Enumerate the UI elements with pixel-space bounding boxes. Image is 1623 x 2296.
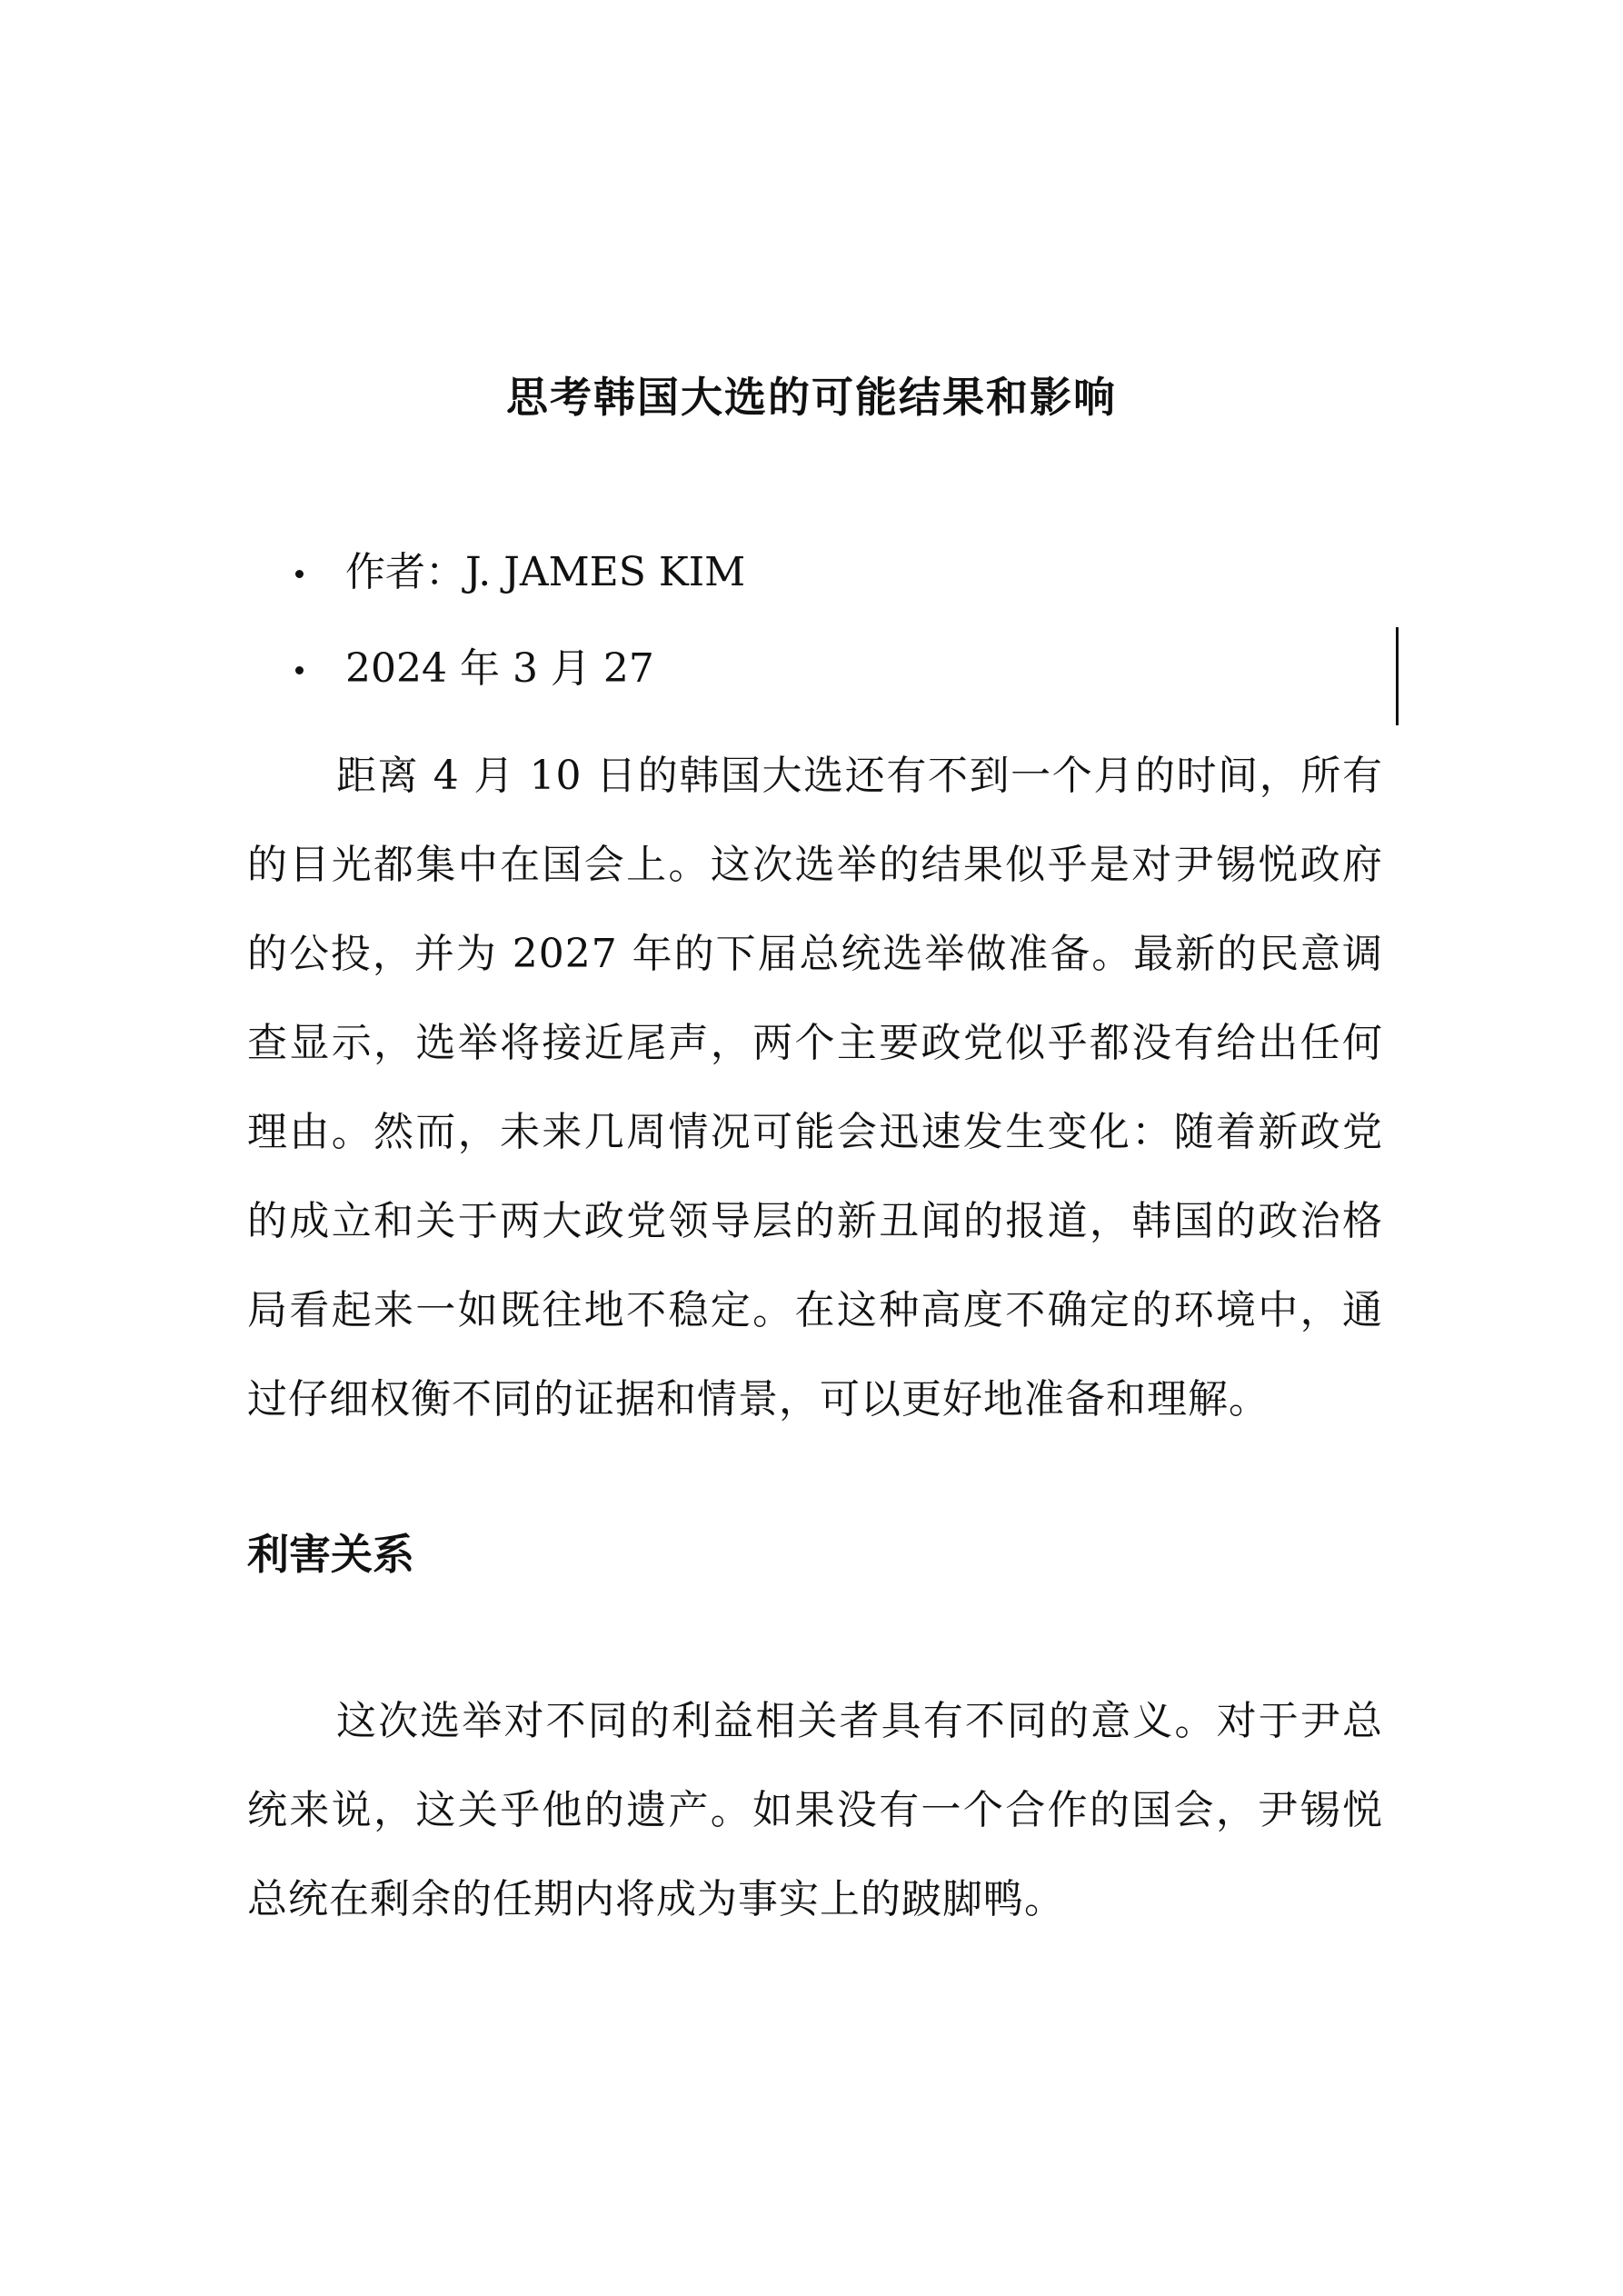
author-line: 作者：J. JAMES KIM: [345, 549, 746, 595]
date-line: 2024 年 3 月 27: [345, 645, 654, 692]
bullet-icon: [295, 666, 304, 674]
text-cursor-bar: [1396, 627, 1399, 725]
section-paragraph: 这次选举对不同的利益相关者具有不同的意义。对于尹总统来说，这关乎他的遗产。如果没有一个合作的国会，尹锡悦总统在剩余的任期内将成为事实上的跛脚鸭。: [247, 1698, 1383, 1922]
bullet-icon: [295, 570, 304, 578]
document-title: 思考韩国大选的可能结果和影响: [506, 372, 1117, 422]
section-heading: 利害关系: [247, 1530, 414, 1579]
intro-paragraph: 距离 4 月 10 日的韩国大选还有不到一个月的时间，所有的目光都集中在国会上。这次选举的结果似乎是对尹锡悦政府的公投，并为 2027 年的下届总统选举做准备。最新的民意调查显示，选举将接近尾声，两个主要政党似乎都没有给出任何理由。然而，未来几周情况可能会迅速发生变化：随着新政党的成立和关于两大政党领导层的新丑闻的报道，韩国的政治格局看起来一如既往地不稳定。在这种高度不确定的环境中，通过仔细权衡不同的证据和情景，可以更好地准备和理解。: [247, 753, 1383, 1423]
